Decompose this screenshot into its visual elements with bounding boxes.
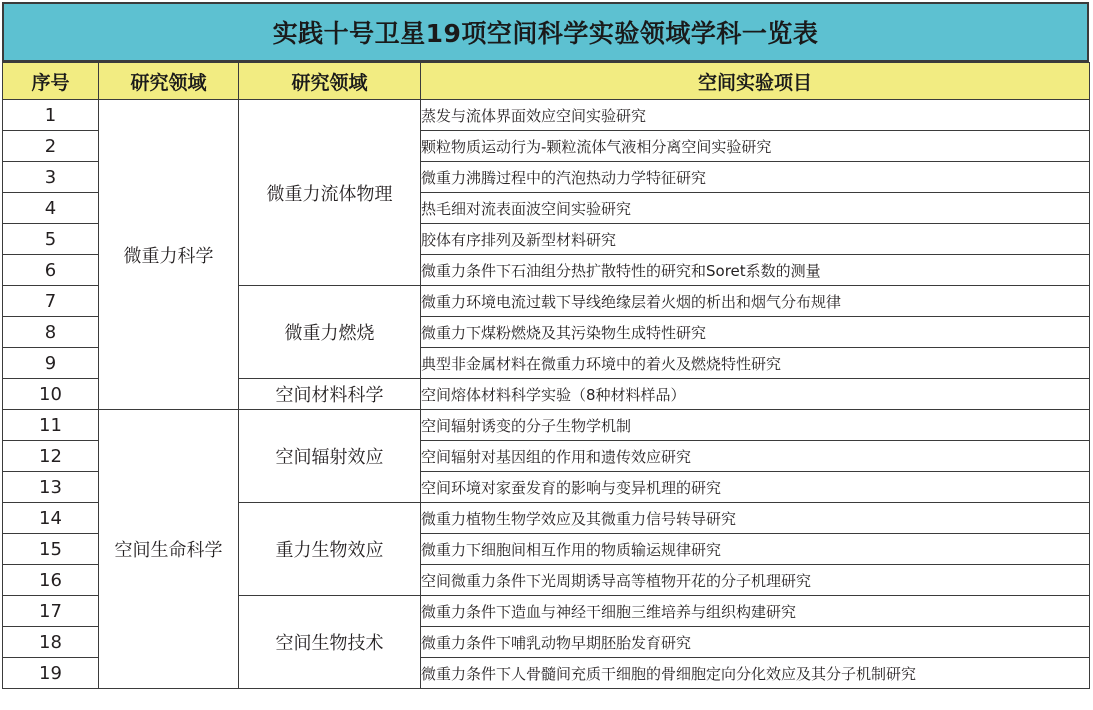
subfield-cell: 空间辐射效应 [239, 410, 421, 503]
project-cell: 微重力条件下哺乳动物早期胚胎发育研究 [421, 627, 1090, 658]
project-cell: 胶体有序排列及新型材料研究 [421, 224, 1090, 255]
row-index: 18 [3, 627, 99, 658]
header-project: 空间实验项目 [421, 63, 1090, 100]
project-cell: 微重力下煤粉燃烧及其污染物生成特性研究 [421, 317, 1090, 348]
subfield-cell: 空间材料科学 [239, 379, 421, 410]
row-index: 19 [3, 658, 99, 689]
row-index: 16 [3, 565, 99, 596]
header-subfield: 研究领域 [239, 63, 421, 100]
project-cell: 微重力沸腾过程中的汽泡热动力学特征研究 [421, 162, 1090, 193]
experiment-table [2, 62, 1090, 689]
domain-cell: 微重力科学 [99, 100, 239, 410]
row-index: 1 [3, 100, 99, 131]
project-cell: 微重力下细胞间相互作用的物质输运规律研究 [421, 534, 1090, 565]
project-cell: 微重力植物生物学效应及其微重力信号转导研究 [421, 503, 1090, 534]
project-cell: 空间辐射诱变的分子生物学机制 [421, 410, 1090, 441]
subfield-cell: 空间生物技术 [239, 596, 421, 689]
header-domain: 研究领域 [99, 63, 239, 100]
row-index: 3 [3, 162, 99, 193]
row-index: 15 [3, 534, 99, 565]
project-cell: 空间熔体材料科学实验（8种材料样品） [421, 379, 1090, 410]
domain-cell: 空间生命科学 [99, 410, 239, 689]
project-cell: 微重力条件下人骨髓间充质干细胞的骨细胞定向分化效应及其分子机制研究 [421, 658, 1090, 689]
project-cell: 典型非金属材料在微重力环境中的着火及燃烧特性研究 [421, 348, 1090, 379]
subfield-cell: 微重力燃烧 [239, 286, 421, 379]
row-index: 12 [3, 441, 99, 472]
header-row [3, 63, 1090, 100]
project-cell: 空间环境对家蚕发育的影响与变异机理的研究 [421, 472, 1090, 503]
header-index: 序号 [3, 63, 99, 100]
row-index: 9 [3, 348, 99, 379]
project-cell: 微重力条件下石油组分热扩散特性的研究和Soret系数的测量 [421, 255, 1090, 286]
table-body [3, 100, 1090, 689]
project-cell: 微重力环境电流过载下导线绝缘层着火烟的析出和烟气分布规律 [421, 286, 1090, 317]
row-index: 14 [3, 503, 99, 534]
project-cell: 热毛细对流表面波空间实验研究 [421, 193, 1090, 224]
row-index: 11 [3, 410, 99, 441]
row-index: 8 [3, 317, 99, 348]
row-index: 2 [3, 131, 99, 162]
page-title: 实践十号卫星19项空间科学实验领域学科一览表 [272, 19, 819, 48]
row-index: 6 [3, 255, 99, 286]
project-cell: 空间辐射对基因组的作用和遗传效应研究 [421, 441, 1090, 472]
title-bar [2, 2, 1089, 62]
subfield-cell: 重力生物效应 [239, 503, 421, 596]
project-cell: 颗粒物质运动行为-颗粒流体气液相分离空间实验研究 [421, 131, 1090, 162]
project-cell: 空间微重力条件下光周期诱导高等植物开花的分子机理研究 [421, 565, 1090, 596]
project-cell: 微重力条件下造血与神经干细胞三维培养与组织构建研究 [421, 596, 1090, 627]
row-index: 17 [3, 596, 99, 627]
row-index: 5 [3, 224, 99, 255]
subfield-cell: 微重力流体物理 [239, 100, 421, 286]
row-index: 7 [3, 286, 99, 317]
table-frame [2, 2, 1089, 708]
project-cell: 蒸发与流体界面效应空间实验研究 [421, 100, 1090, 131]
table-row [3, 410, 1090, 441]
row-index: 13 [3, 472, 99, 503]
row-index: 10 [3, 379, 99, 410]
row-index: 4 [3, 193, 99, 224]
table-row [3, 100, 1090, 131]
